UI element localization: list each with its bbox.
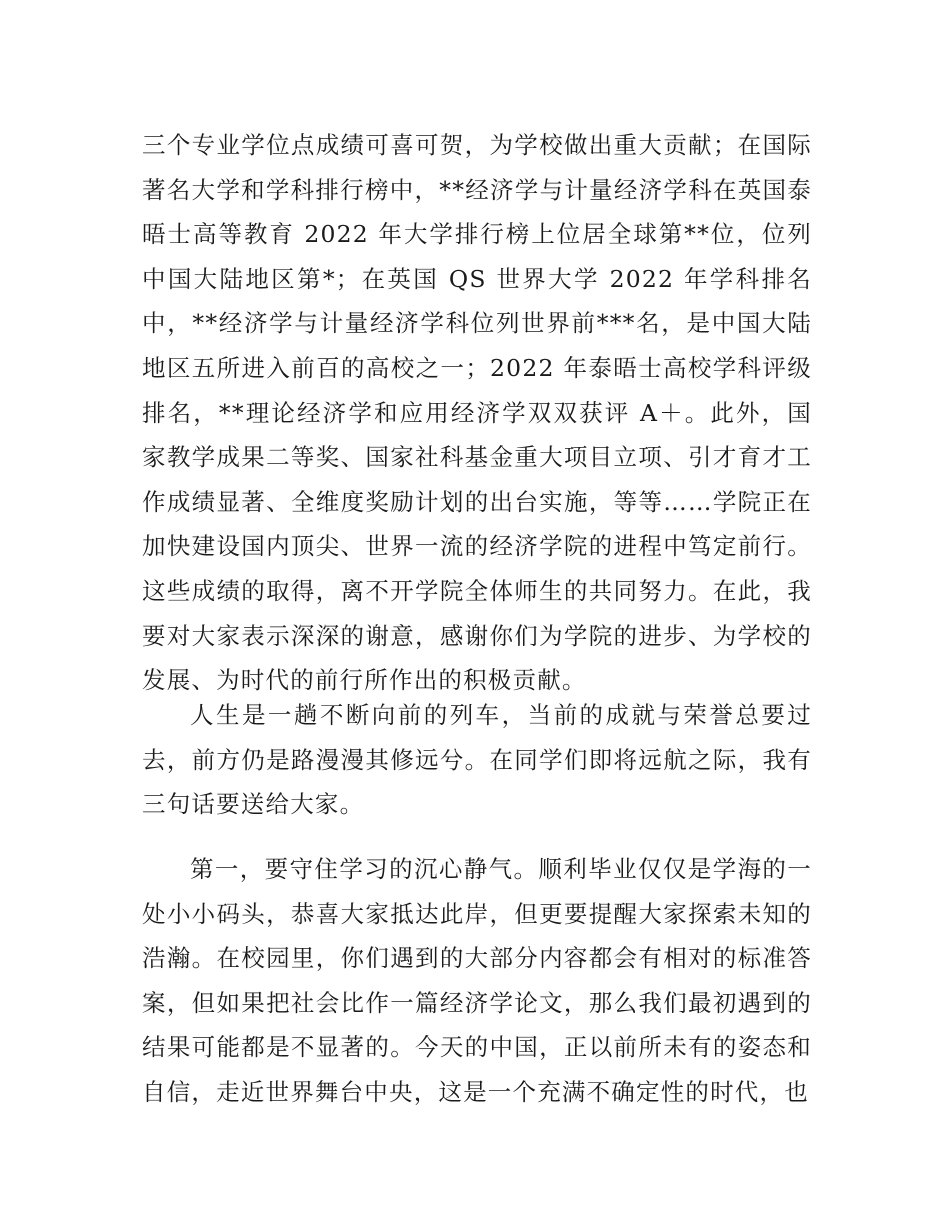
paragraph-life-train: 人生是一趟不断向前的列车，当前的成就与荣誉总要过去，前方仍是路漫漫其修远兮。在同学们即将远航之际，我有三句话要送给大家。: [142, 701, 812, 819]
paragraph-achievements: 三个专业学位点成绩可喜可贺，为学校做出重大贡献；在国际著名大学和学科排行榜中，**经济学与计量经济学科在英国泰晤士高等教育 2022 年大学排行榜上位居全球第**位，位列中国大陆地区第*；在英国 QS 世界大学 2022 年学科排名中，**经济学与计量经济学科位列世界前***名，是中国大陆地区五所进入前百的高校之一；2022 年泰晤士高校学科评级排名，**理论经济学和应用经济学双双获评 A＋。此外，国家教学成果二等奖、国家社科基金重大项目立项、引才育才工作成绩显著、全维度奖励计划的出台实施，等等……学院正在加快建设国内顶尖、世界一流的经济学院的进程中笃定前行。这些成绩的取得，离不开学院全体师生的共同努力。在此，我要对大家表示深深的谢意，感谢你们为学院的进步、为学校的发展、为时代的前行所作出的积极贡献。: [142, 131, 812, 695]
paragraph-first-advice: 第一，要守住学习的沉心静气。顺利毕业仅仅是学海的一处小小码头，恭喜大家抵达此岸，但更要提醒大家探索未知的浩瀚。在校园里，你们遇到的大部分内容都会有相对的标准答案，但如果把社会比作一篇经济学论文，那么我们最初遇到的结果可能都是不显著的。今天的中国，正以前所未有的姿态和自信，走近世界舞台中央，这是一个充满不确定性的时代，也: [142, 855, 812, 1106]
